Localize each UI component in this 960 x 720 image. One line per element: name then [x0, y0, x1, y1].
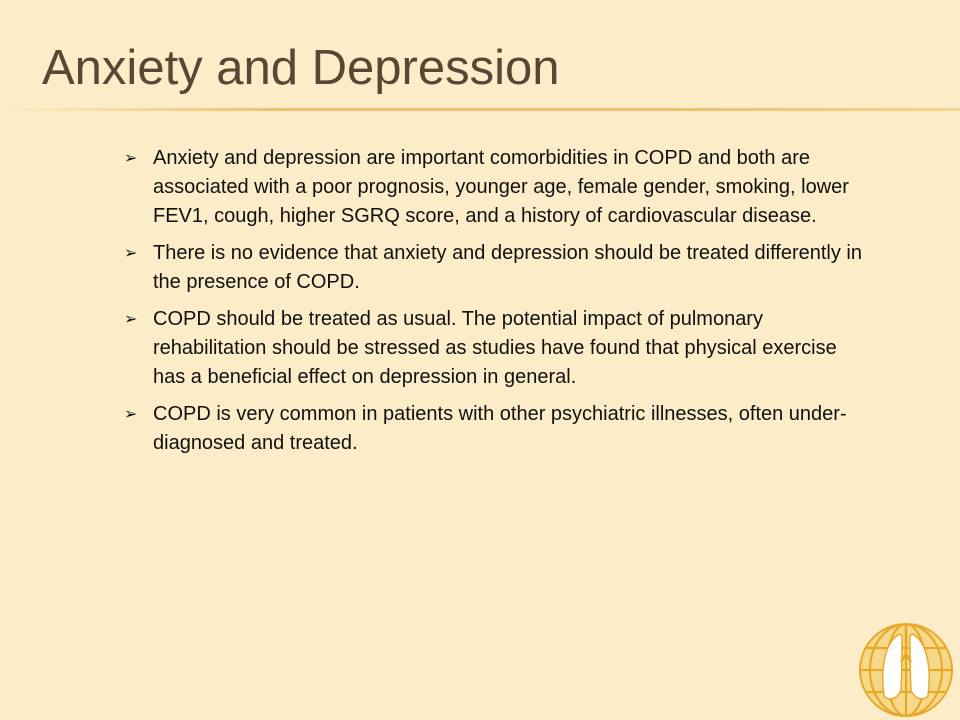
arrow-bullet-icon: ➢ — [124, 406, 138, 423]
bullet-item — [124, 305, 864, 392]
arrow-bullet-icon: ➢ — [124, 150, 138, 167]
slide-title: Anxiety and Depression — [42, 41, 560, 95]
arrow-bullet-icon: ➢ — [124, 245, 138, 262]
bullet-item — [124, 400, 864, 458]
bullet-text: There is no evidence that anxiety and depression should be treated differently in the presence of COPD. — [153, 242, 862, 293]
bullet-text: COPD is very common in patients with other psychiatric illnesses, often under-diagnosed and treated. — [153, 403, 847, 454]
title-divider — [0, 108, 960, 111]
bullet-item — [124, 144, 864, 231]
globe-lungs-logo-icon — [856, 618, 956, 718]
arrow-bullet-icon: ➢ — [124, 311, 138, 328]
bullet-text: COPD should be treated as usual. The potential impact of pulmonary rehabilitation should be stressed as studies have found that physical exercise has a beneficial effect on depression in general. — [153, 308, 837, 388]
bullet-item — [124, 239, 864, 297]
bullet-text: Anxiety and depression are important comorbidities in COPD and both are associated with a poor prognosis, younger age, female gender, smoking, lower FEV1, cough, higher SGRQ score, and a history of cardiovascular disease. — [153, 147, 849, 227]
bullet-list — [124, 144, 864, 466]
